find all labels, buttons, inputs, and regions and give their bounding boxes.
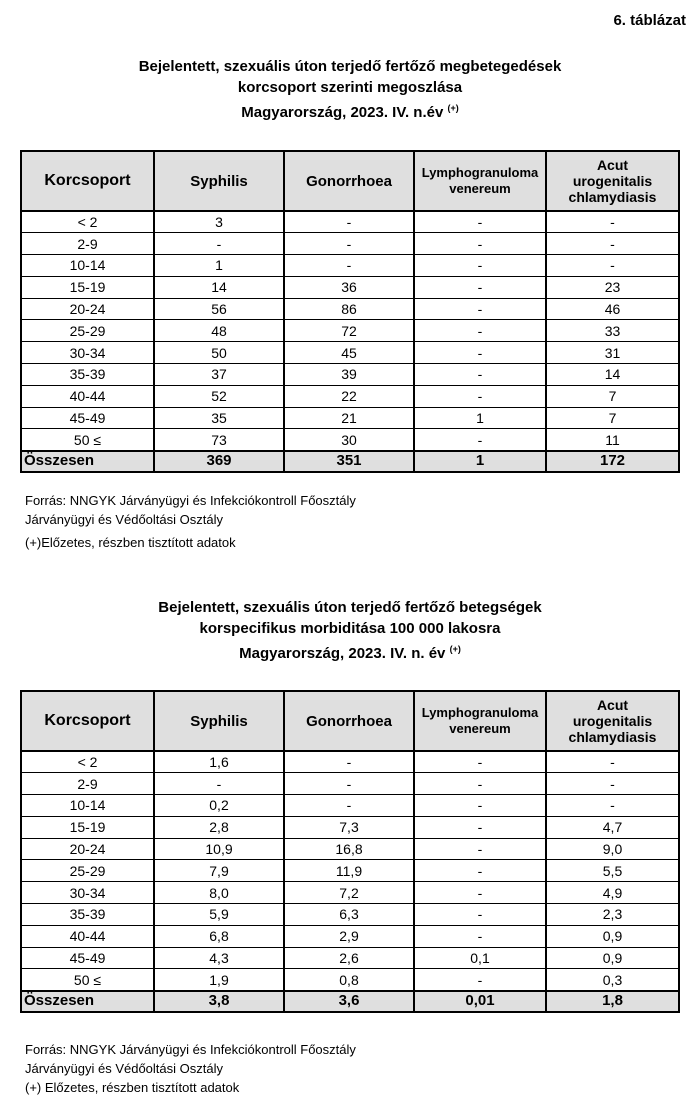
- table1-total-cell: 172: [546, 451, 679, 472]
- table2-source-line1: Forrás: NNGYK Járványügyi és Infekciókontroll Főosztály: [25, 1042, 356, 1057]
- table2-row: [21, 904, 679, 926]
- table1-row: [21, 364, 679, 386]
- table2-value-cell: 9,0: [546, 838, 679, 860]
- table2-age-group-cell: 20-24: [21, 838, 154, 860]
- table2-value-cell: 0,8: [284, 969, 414, 991]
- table1-value-cell: 7: [546, 407, 679, 429]
- table1-value-cell: 14: [154, 276, 284, 298]
- table1-row: [21, 429, 679, 451]
- table1-source-line2: Járványügyi és Védőoltási Osztály: [25, 512, 223, 527]
- table1-age-group-cell: 15-19: [21, 276, 154, 298]
- table1-age-group-cell: 35-39: [21, 364, 154, 386]
- table1-value-cell: 22: [284, 385, 414, 407]
- table1-value-cell: 56: [154, 298, 284, 320]
- table2-title-line3: Magyarország, 2023. IV. n. év (+): [239, 644, 461, 662]
- table1-value-cell: 37: [154, 364, 284, 386]
- table2-value-cell: 8,0: [154, 882, 284, 904]
- table1-value-cell: -: [546, 211, 679, 233]
- table1-row: [21, 385, 679, 407]
- table2-row: [21, 795, 679, 817]
- table2-value-cell: 7,2: [284, 882, 414, 904]
- table2-value-cell: -: [414, 904, 546, 926]
- table1-value-cell: -: [414, 255, 546, 277]
- table1-value-cell: 45: [284, 342, 414, 364]
- table2-value-cell: 7,3: [284, 816, 414, 838]
- table2-age-group-cell: 45-49: [21, 947, 154, 969]
- table1-row: [21, 342, 679, 364]
- table2-value-cell: 0,1: [414, 947, 546, 969]
- table2-value-cell: 16,8: [284, 838, 414, 860]
- table2-header-korcsoport: Korcsoport: [21, 691, 154, 751]
- table2-value-cell: -: [414, 925, 546, 947]
- table2-age-group-cell: 40-44: [21, 925, 154, 947]
- table1-value-cell: -: [546, 233, 679, 255]
- table2-body: [21, 751, 679, 991]
- table1-value-cell: -: [284, 211, 414, 233]
- table2: [20, 690, 680, 1013]
- table1-row: [21, 255, 679, 277]
- table2-value-cell: -: [284, 795, 414, 817]
- table2-value-cell: 1,9: [154, 969, 284, 991]
- table1-row: [21, 276, 679, 298]
- table1-value-cell: -: [414, 385, 546, 407]
- table2-value-cell: -: [414, 860, 546, 882]
- table1-value-cell: 72: [284, 320, 414, 342]
- table1-row: [21, 407, 679, 429]
- table2-total-row: [21, 991, 679, 1012]
- table1-value-cell: 48: [154, 320, 284, 342]
- table2-title-line1: Bejelentett, szexuális úton terjedő fertőző betegségek: [158, 599, 542, 616]
- table2-total-cell: 0,01: [414, 991, 546, 1012]
- table1-value-cell: 33: [546, 320, 679, 342]
- table2-value-cell: -: [414, 773, 546, 795]
- table2-value-cell: -: [414, 751, 546, 773]
- table1-header-chlamydiasis: Acut urogenitalis chlamydiasis: [546, 151, 679, 211]
- table1-value-cell: 36: [284, 276, 414, 298]
- table2-value-cell: 5,5: [546, 860, 679, 882]
- table1-age-group-cell: 2-9: [21, 233, 154, 255]
- table2-value-cell: -: [546, 795, 679, 817]
- table1-value-cell: -: [414, 364, 546, 386]
- table2-age-group-cell: 10-14: [21, 795, 154, 817]
- table1-value-cell: 21: [284, 407, 414, 429]
- table1-age-group-cell: 40-44: [21, 385, 154, 407]
- table2-row: [21, 969, 679, 991]
- table2-total-cell: 3,8: [154, 991, 284, 1012]
- table1-value-cell: 7: [546, 385, 679, 407]
- table1-header-row: [21, 151, 679, 211]
- table1-age-group-cell: 25-29: [21, 320, 154, 342]
- table1-value-cell: -: [414, 342, 546, 364]
- table2-value-cell: -: [154, 773, 284, 795]
- table1-header-korcsoport: Korcsoport: [21, 151, 154, 211]
- table2-header-chlamydiasis: Acut urogenitalis chlamydiasis: [546, 691, 679, 751]
- table1-header-lymphogranuloma: Lymphogranuloma venereum: [414, 151, 546, 211]
- table2-row: [21, 816, 679, 838]
- table1-header-gonorrhoea: Gonorrhoea: [284, 151, 414, 211]
- page-label: 6. táblázat: [613, 12, 686, 29]
- table2-row: [21, 773, 679, 795]
- table2-value-cell: 2,9: [284, 925, 414, 947]
- table2-value-cell: 6,3: [284, 904, 414, 926]
- table1-value-cell: -: [414, 233, 546, 255]
- table2-age-group-cell: 35-39: [21, 904, 154, 926]
- table1-row: [21, 320, 679, 342]
- table2-value-cell: -: [414, 969, 546, 991]
- table1-value-cell: -: [414, 298, 546, 320]
- table2-value-cell: -: [414, 795, 546, 817]
- table1-value-cell: 73: [154, 429, 284, 451]
- table2-value-cell: 2,3: [546, 904, 679, 926]
- table2-value-cell: 0,3: [546, 969, 679, 991]
- table2-header-gonorrhoea: Gonorrhoea: [284, 691, 414, 751]
- table1-value-cell: 39: [284, 364, 414, 386]
- table2-age-group-cell: 25-29: [21, 860, 154, 882]
- table1-title: [0, 56, 700, 123]
- table2-value-cell: 1,6: [154, 751, 284, 773]
- table1-total-cell: 351: [284, 451, 414, 472]
- table1-title-sup: (+): [447, 103, 459, 113]
- table1-age-group-cell: < 2: [21, 211, 154, 233]
- table2-row: [21, 882, 679, 904]
- table1-value-cell: 3: [154, 211, 284, 233]
- table1-value-cell: -: [284, 233, 414, 255]
- table1: [20, 150, 680, 473]
- table1-header-syphilis: Syphilis: [154, 151, 284, 211]
- table2-header-lymphogranuloma: Lymphogranuloma venereum: [414, 691, 546, 751]
- table1-title-line2: korcsoport szerinti megoszlása: [237, 79, 463, 96]
- table2-value-cell: 6,8: [154, 925, 284, 947]
- table2-age-group-cell: 15-19: [21, 816, 154, 838]
- table2-value-cell: -: [414, 838, 546, 860]
- table2-value-cell: -: [546, 773, 679, 795]
- table1-body: [21, 211, 679, 451]
- table2-row: [21, 838, 679, 860]
- table2-title-line2: korspecifikus morbiditása 100 000 lakosra: [199, 620, 501, 637]
- table2-value-cell: 0,2: [154, 795, 284, 817]
- table1-total-cell: 1: [414, 451, 546, 472]
- table2-row: [21, 751, 679, 773]
- table1-value-cell: -: [546, 255, 679, 277]
- table1-value-cell: 23: [546, 276, 679, 298]
- table2-value-cell: 4,3: [154, 947, 284, 969]
- table1-total-label: Összesen: [21, 451, 154, 472]
- table2-total-cell: 3,6: [284, 991, 414, 1012]
- table2-value-cell: 4,9: [546, 882, 679, 904]
- table2-title-sup: (+): [449, 644, 461, 654]
- table2-header-row: [21, 691, 679, 751]
- table2-row: [21, 925, 679, 947]
- table2-age-group-cell: 30-34: [21, 882, 154, 904]
- table2-total-label: Összesen: [21, 991, 154, 1012]
- table2-value-cell: 4,7: [546, 816, 679, 838]
- table1-value-cell: 35: [154, 407, 284, 429]
- table2-age-group-cell: < 2: [21, 751, 154, 773]
- table1-value-cell: 46: [546, 298, 679, 320]
- table1-value-cell: 30: [284, 429, 414, 451]
- table1-value-cell: -: [414, 429, 546, 451]
- table2-value-cell: 10,9: [154, 838, 284, 860]
- table2-row: [21, 947, 679, 969]
- table1-row: [21, 298, 679, 320]
- table1-value-cell: 86: [284, 298, 414, 320]
- table2-source-line2: Járványügyi és Védőoltási Osztály: [25, 1061, 223, 1076]
- table2-row: [21, 860, 679, 882]
- table2-value-cell: -: [546, 751, 679, 773]
- table2-age-group-cell: 2-9: [21, 773, 154, 795]
- table1-value-cell: 11: [546, 429, 679, 451]
- table2-value-cell: 0,9: [546, 947, 679, 969]
- table1-age-group-cell: 45-49: [21, 407, 154, 429]
- table1-total-cell: 369: [154, 451, 284, 472]
- table1-value-cell: 1: [414, 407, 546, 429]
- table2-value-cell: 2,8: [154, 816, 284, 838]
- table1-value-cell: -: [414, 211, 546, 233]
- table2-header-syphilis: Syphilis: [154, 691, 284, 751]
- table1-age-group-cell: 10-14: [21, 255, 154, 277]
- table1-age-group-cell: 20-24: [21, 298, 154, 320]
- table2-value-cell: -: [284, 751, 414, 773]
- table2-value-cell: -: [414, 816, 546, 838]
- table1-notes: [25, 491, 356, 552]
- table1-value-cell: -: [154, 233, 284, 255]
- table2-title: [0, 597, 700, 664]
- table2-value-cell: 7,9: [154, 860, 284, 882]
- table2-footnote: (+) Előzetes, részben tisztított adatok: [25, 1080, 240, 1095]
- table1-age-group-cell: 30-34: [21, 342, 154, 364]
- table1-value-cell: 1: [154, 255, 284, 277]
- table2-value-cell: -: [284, 773, 414, 795]
- table1-title-line3: Magyarország, 2023. IV. n.év (+): [241, 103, 459, 121]
- table1-age-group-cell: 50 ≤: [21, 429, 154, 451]
- table1-value-cell: 14: [546, 364, 679, 386]
- table1-row: [21, 211, 679, 233]
- table2-value-cell: 0,9: [546, 925, 679, 947]
- table2-value-cell: 5,9: [154, 904, 284, 926]
- table1-value-cell: 50: [154, 342, 284, 364]
- table2-notes: [25, 1040, 356, 1097]
- table2-total-cell: 1,8: [546, 991, 679, 1012]
- table1-total-row: [21, 451, 679, 472]
- table1-value-cell: 31: [546, 342, 679, 364]
- table1-source-line1: Forrás: NNGYK Járványügyi és Infekciókontroll Főosztály: [25, 493, 356, 508]
- table2-value-cell: 11,9: [284, 860, 414, 882]
- table2-value-cell: -: [414, 882, 546, 904]
- table2-age-group-cell: 50 ≤: [21, 969, 154, 991]
- table1-value-cell: -: [284, 255, 414, 277]
- table1-value-cell: -: [414, 320, 546, 342]
- table1-value-cell: -: [414, 276, 546, 298]
- table2-value-cell: 2,6: [284, 947, 414, 969]
- table1-value-cell: 52: [154, 385, 284, 407]
- table1-footnote: (+)Előzetes, részben tisztított adatok: [25, 535, 236, 550]
- table1-row: [21, 233, 679, 255]
- table1-title-line1: Bejelentett, szexuális úton terjedő fertőző megbetegedések: [138, 58, 562, 75]
